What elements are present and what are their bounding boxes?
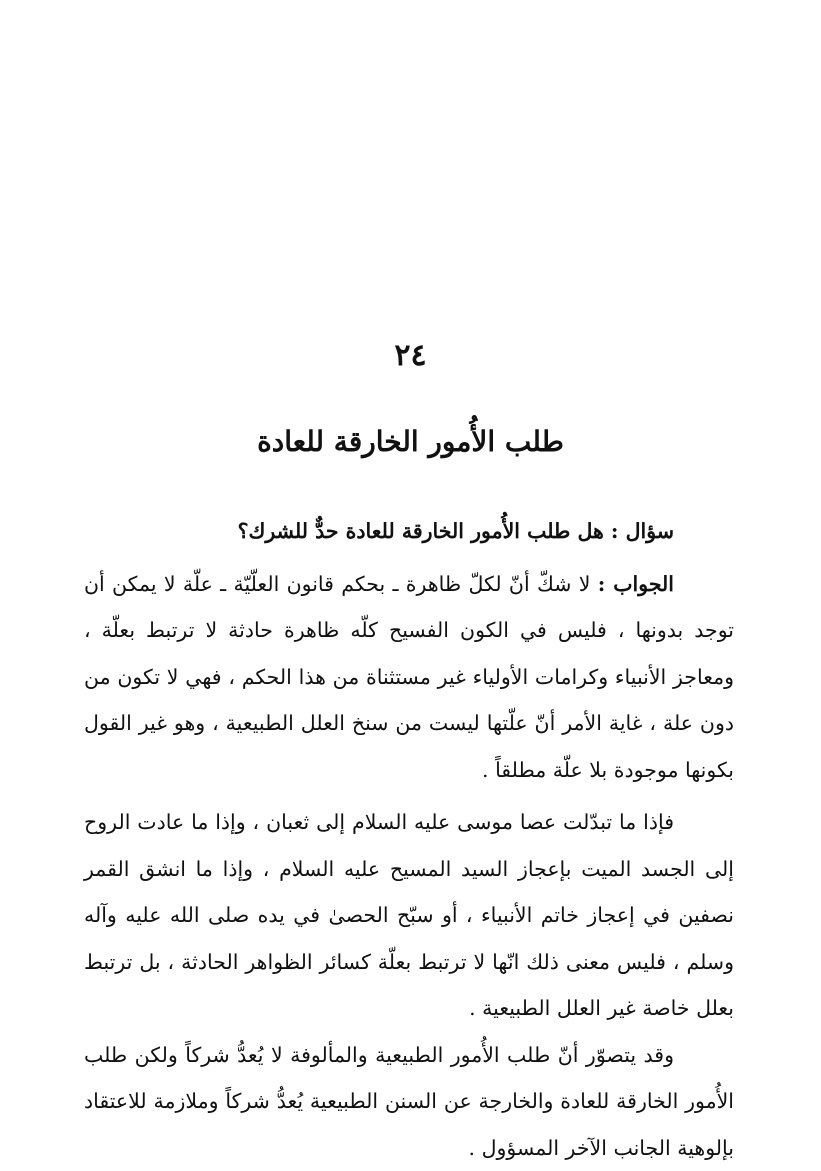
body-text bbox=[84, 508, 734, 1171]
answer-text: لا شكّ أنّ لكلّ ظاهرة ـ بحكم قانون العلّيّة ـ علّة لا يمكن أن توجد بدونها ، فليس في الكون الفسيح كلّه ظاهرة حادثة لا ترتبط بعلّة ، ومعاجز الأنبياء وكرامات الأولياء غير مستثناة من هذا الحكم ، فهي لا تكون من دون علة ، غاية الأمر أنّ علّتها ليست من سنخ العلل الطبيعية ، وهو غير القول بكونها موجودة بلا علّة مطلقاً . bbox=[84, 572, 734, 782]
chapter-number: ٢٤ bbox=[0, 336, 821, 376]
chapter-title: طلب الأُمور الخارقة للعادة bbox=[0, 418, 821, 466]
question-heading: سؤال : هل طلب الأُمور الخارقة للعادة حدٌّ للشرك؟ bbox=[84, 508, 734, 555]
paragraph-miracles: فإذا ما تبدّلت عصا موسى عليه السلام إلى ثعبان ، وإذا ما عادت الروح إلى الجسد الميت بإعجاز السيد المسيح عليه السلام ، وإذا ما انشق القمر نصفين في إعجاز خاتم الأنبياء ، أو سبّح الحصىٰ في يده صلى الله عليه وآله وسلم ، فليس معنى ذلك انّها لا ترتبط بعلّة كسائر الظواهر الحادثة ، بل ترتبط بعلل خاصة غير العلل الطبيعية . bbox=[84, 799, 734, 1032]
answer-paragraph bbox=[84, 561, 734, 794]
answer-label: الجواب : bbox=[598, 572, 674, 596]
paragraph-supernatural-request: وقد يتصوّر أنّ طلب الأُمور الطبيعية والمألوفة لا يُعدُّ شركاً ولكن طلب الأُمور الخارقة للعادة والخارجة عن السنن الطبيعية يُعدُّ شركاً وملازمة للاعتقاد بإلوهية الجانب الآخر المسؤول . bbox=[84, 1032, 734, 1171]
